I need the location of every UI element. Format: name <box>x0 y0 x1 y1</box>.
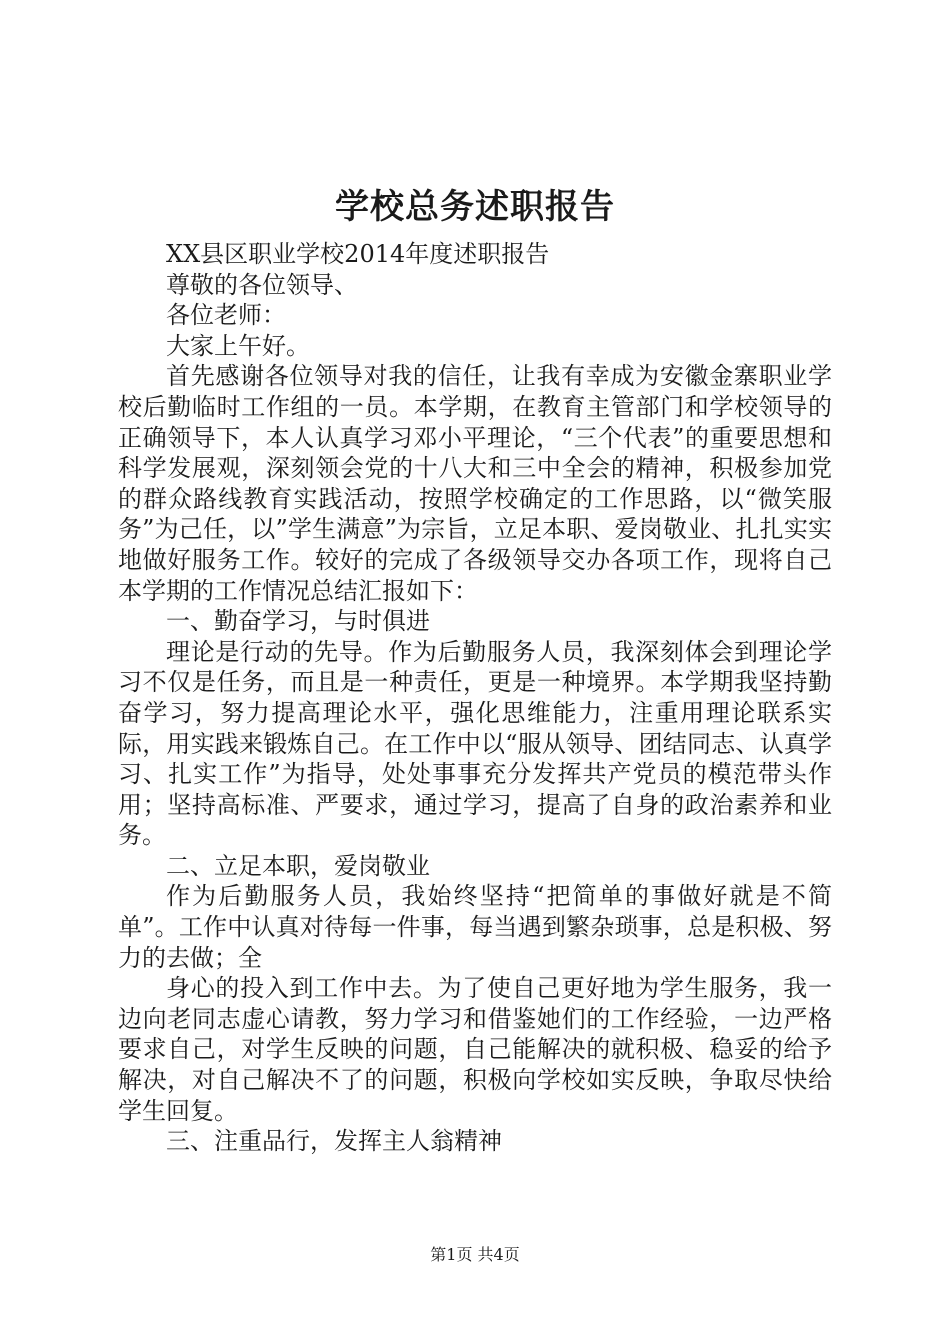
paragraph-salutation-2: 各位老师： <box>166 301 286 330</box>
document-title: 学校总务述职报告 <box>335 187 615 227</box>
paragraph-section-1: 理论是行动的先导。作为后勤服务人员，我深刻体会到理论学习不仅是任务，而且是一种责任，更是一种境界。本学期我坚持勤奋学习，努力提高理论水平，强化思维能力，注重用理论联系实际，用实践来锻炼自己。在工作中以“服从领导、团结同志、认真学习、扎实工作”为指导，处处事事充分发挥共产党员的模范带头作用；坚持高标准、严要求，通过学习，提高了自身的政治素养和业务。 <box>118 637 832 850</box>
paragraph-section-2b: 身心的投入到工作中去。为了使自己更好地为学生服务，我一边向老同志虚心请教，努力学习和借鉴她们的工作经验，一边严格要求自己，对学生反映的问题，自己能解决的就积极、稳妥的给予解决，对自己解决不了的问题，积极向学校如实反映，争取尽快给学生回复。 <box>118 974 832 1125</box>
section-heading-1: 一、勤奋学习，与时俱进 <box>166 607 430 636</box>
document-body <box>118 239 832 1157</box>
section-heading-3: 三、注重品行，发挥主人翁精神 <box>166 1127 502 1156</box>
paragraph-heading-line: XX县区职业学校2014年度述职报告 <box>166 240 550 268</box>
paragraph-greeting: 大家上午好。 <box>166 331 310 360</box>
page-total: 共4页 <box>477 1245 520 1264</box>
page-number: 第1页 <box>430 1245 473 1264</box>
paragraph-section-2a: 作为后勤服务人员，我始终坚持“把简单的事做好就是不简单”。工作中认真对待每一件事，每当遇到繁杂琐事，总是积极、努力的去做；全 <box>118 882 832 972</box>
page-footer <box>0 1243 950 1267</box>
section-heading-2: 二、立足本职，爱岗敬业 <box>166 851 430 880</box>
paragraph-intro: 首先感谢各位领导对我的信任，让我有幸成为安徽金寨职业学校后勤临时工作组的一员。本学期，在教育主管部门和学校领导的正确领导下，本人认真学习邓小平理论，“三个代表”的重要思想和科学发展观，深刻领会党的十八大和三中全会的精神，积极参加党的群众路线教育实践活动，按照学校确定的工作思路，以“微笑服务”为己任，以”学生满意”为宗旨，立足本职、爱岗敬业、扎扎实实地做好服务工作。较好的完成了各级领导交办各项工作，现将自己本学期的工作情况总结汇报如下： <box>118 362 832 605</box>
paragraph-salutation-1: 尊敬的各位领导、 <box>166 270 358 299</box>
